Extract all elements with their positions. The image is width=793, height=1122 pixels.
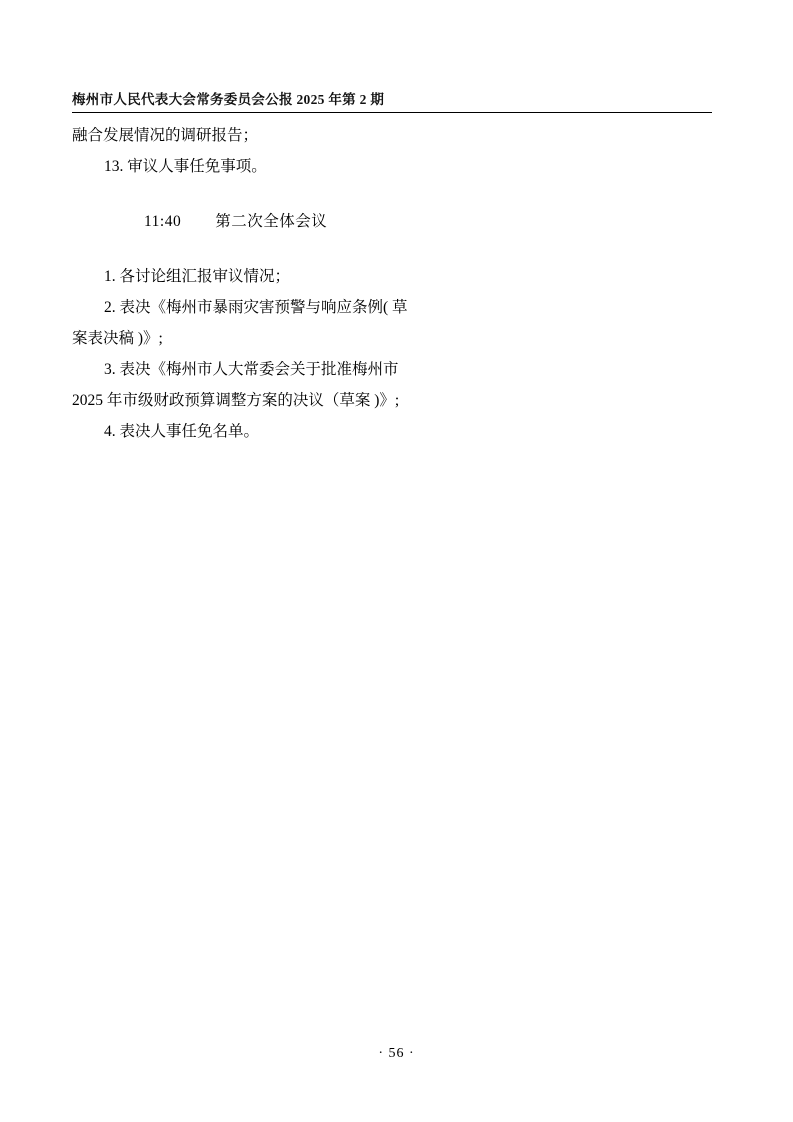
- document-body: [72, 120, 720, 447]
- spacer: [72, 237, 720, 261]
- header-divider: [72, 112, 712, 113]
- meeting-time: 11:40: [144, 213, 182, 230]
- spacer: [72, 182, 720, 206]
- agenda-item-2: 2. 表决《梅州市暴雨灾害预警与响应条例( 草: [104, 299, 408, 316]
- meeting-title: 第二次全体会议: [215, 213, 328, 230]
- body-line-continuation: 融合发展情况的调研报告；: [72, 127, 259, 144]
- page-header: 梅州市人民代表大会常务委员会公报 2025 年第 2 期: [72, 92, 385, 107]
- agenda-item-3: 3. 表决《梅州市人大常委会关于批准梅州市: [104, 361, 399, 378]
- agenda-item-4: 4. 表决人事任免名单。: [104, 423, 260, 440]
- agenda-item-2-cont: 案表决稿 )》;: [72, 330, 163, 347]
- meeting-heading: [72, 206, 720, 237]
- body-line-item-13: 13. 审议人事任免事项。: [104, 158, 267, 175]
- page-number: · 56 ·: [378, 1046, 415, 1061]
- agenda-item-3-cont: 2025 年市级财政预算调整方案的决议（草案 )》;: [72, 392, 400, 409]
- agenda-item-1: 1. 各讨论组汇报审议情况；: [104, 268, 291, 285]
